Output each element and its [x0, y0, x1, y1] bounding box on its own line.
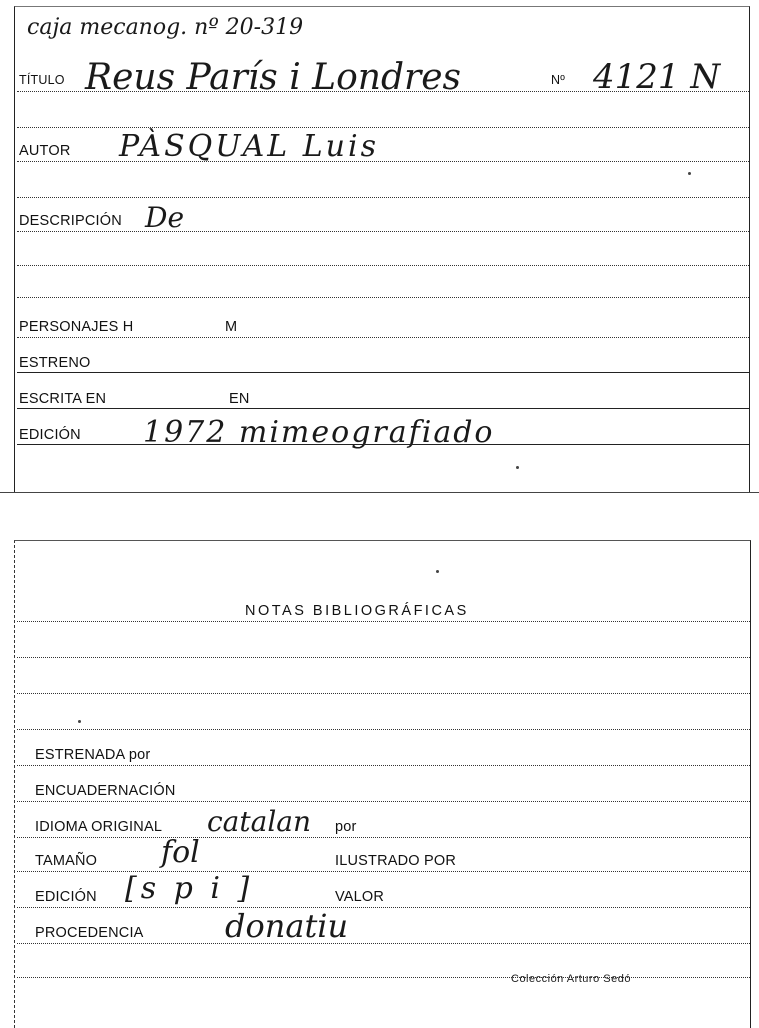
procedencia-label: PROCEDENCIA [35, 925, 144, 941]
edicion-bottom-label: EDICIÓN [35, 889, 97, 905]
tamano-value: fol [161, 835, 200, 870]
scan-speck [688, 172, 691, 175]
descripcion-value: De [145, 201, 185, 234]
box-note: caja mecanog. nº 20-319 [27, 15, 304, 40]
autor-value: PÀSQUAL Luis [119, 129, 379, 164]
scan-speck [516, 466, 519, 469]
escrita-label: ESCRITA EN [19, 391, 107, 407]
edicion-value: 1972 mimeografiado [143, 415, 495, 450]
edicion-label: EDICIÓN [19, 427, 81, 443]
procedencia-value: donatiu [225, 907, 349, 945]
numero-label: Nº [551, 73, 565, 87]
catalog-card-top [14, 6, 750, 492]
escrita-en-label: EN [229, 391, 250, 407]
ilustrado-label: ILUSTRADO POR [335, 853, 457, 869]
idioma-value: catalan [207, 805, 312, 838]
notas-heading: NOTAS BIBLIOGRÁFICAS [245, 603, 469, 619]
idioma-label: IDIOMA ORIGINAL [35, 819, 163, 835]
descripcion-label: DESCRIPCIÓN [19, 213, 122, 229]
scan-speck [78, 720, 81, 723]
autor-label: AUTOR [19, 143, 71, 159]
scan-speck [436, 570, 439, 573]
collection-footer: Colección Arturo Sedó [511, 973, 631, 985]
idioma-por-label: por [335, 819, 357, 835]
titulo-label: TÍTULO [19, 73, 65, 87]
numero-value: 4121 N [593, 57, 721, 97]
estrenada-label: ESTRENADA por [35, 747, 151, 763]
tamano-label: TAMAÑO [35, 853, 98, 869]
catalog-card-bottom [14, 540, 751, 1028]
titulo-value: Reus París i Londres [85, 57, 461, 98]
valor-label: VALOR [335, 889, 385, 905]
personajes-label: PERSONAJES H [19, 319, 134, 335]
encuadernacion-label: ENCUADERNACIÓN [35, 783, 176, 799]
edicion-bottom-value: [s p i ] [125, 871, 254, 906]
personajes-m-label: M [225, 319, 238, 335]
estreno-label: ESTRENO [19, 355, 91, 371]
